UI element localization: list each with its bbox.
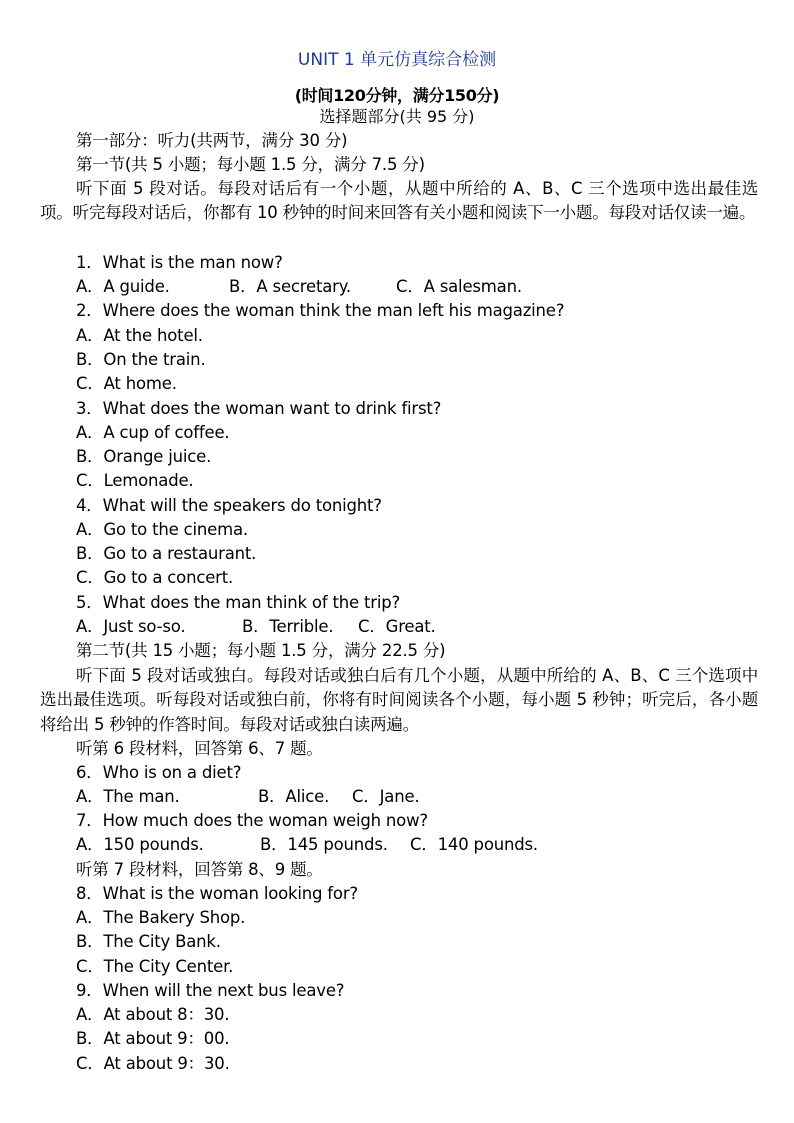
option-a: A．At the hotel. [76,326,203,345]
option-b: B．The City Bank. [76,932,221,951]
option-c: C．At home. [76,374,177,393]
option-c: C．A salesman. [396,277,522,296]
page-title: UNIT 1 单元仿真综合检测 [297,50,497,70]
question-stem: 5．What does the man think of the trip? [76,593,401,612]
section2-instructions: 听下面 5 段对话或独白。每段对话或独白后有几个小题，从题中所给的 A、B、C 三个选项中选出最佳选项。听每段对话或独白前，你将有时间阅读各个小题，每小题 5 秒钟；听完后，各小题将给出 5 秒钟的作答时间。每段对话或独白读两遍。 [40,666,758,734]
question-stem: 7．How much does the woman weigh now? [76,811,428,830]
option-b: B．On the train. [76,350,206,369]
question-stem: 8．What is the woman looking for? [76,884,358,903]
option-c: C．Great. [358,617,436,636]
question-stem: 4．What will the speakers do tonight? [76,496,382,515]
section1-instructions: 听下面 5 段对话。每段对话后有一个小题，从题中所给的 A、B、C 三个选项中选出最佳选项。听完每段对话后，你都有 10 秒钟的时间来回答有关小题和阅读下一小题。每段对话仅读一遍。 [40,179,758,223]
option-c: C．At about 9：30. [76,1054,230,1073]
question-stem: 9．When will the next bus leave? [76,981,345,1000]
question-stem: 1．What is the man now? [76,253,283,272]
option-a: A．Go to the cinema. [76,520,248,539]
question-stem: 3．What does the woman want to drink first? [76,399,442,418]
option-b: B．Alice. [258,787,330,806]
section2-heading: 第二节(共 15 小题；每小题 1.5 分，满分 22.5 分) [76,641,446,660]
question-stem: 6．Who is on a diet? [76,763,242,782]
option-b: B．A secretary. [229,277,351,296]
option-a: A．The Bakery Shop. [76,908,246,927]
material-7-note: 听第 7 段材料，回答第 8、9 题。 [76,860,323,879]
option-a: A．Just so-so. [76,617,186,636]
option-c: C．Jane. [352,787,420,806]
option-a: A．A cup of coffee. [76,423,230,442]
option-c: C．Go to a concert. [76,568,234,587]
option-a: A．At about 8：30. [76,1005,230,1024]
option-b: B．At about 9：00. [76,1029,230,1048]
section1-heading: 第一节(共 5 小题；每小题 1.5 分，满分 7.5 分) [76,155,425,174]
option-c: C．The City Center. [76,957,234,976]
option-b: B．Orange juice. [76,447,212,466]
option-a: A．The man. [76,787,180,806]
option-a: A．A guide. [76,277,170,296]
option-c: C．140 pounds. [410,835,538,854]
option-b: B．145 pounds. [260,835,388,854]
time-info: (时间120分钟，满分150分) [294,86,500,105]
option-c: C．Lemonade. [76,471,194,490]
option-b: B．Terrible. [242,617,334,636]
material-6-note: 听第 6 段材料，回答第 6、7 题。 [76,739,323,758]
section-info: 选择题部分(共 95 分) [319,107,475,126]
option-a: A．150 pounds. [76,835,204,854]
part1-heading: 第一部分：听力(共两节，满分 30 分) [76,131,348,150]
option-b: B．Go to a restaurant. [76,544,257,563]
question-stem: 2．Where does the woman think the man left his magazine? [76,301,565,320]
